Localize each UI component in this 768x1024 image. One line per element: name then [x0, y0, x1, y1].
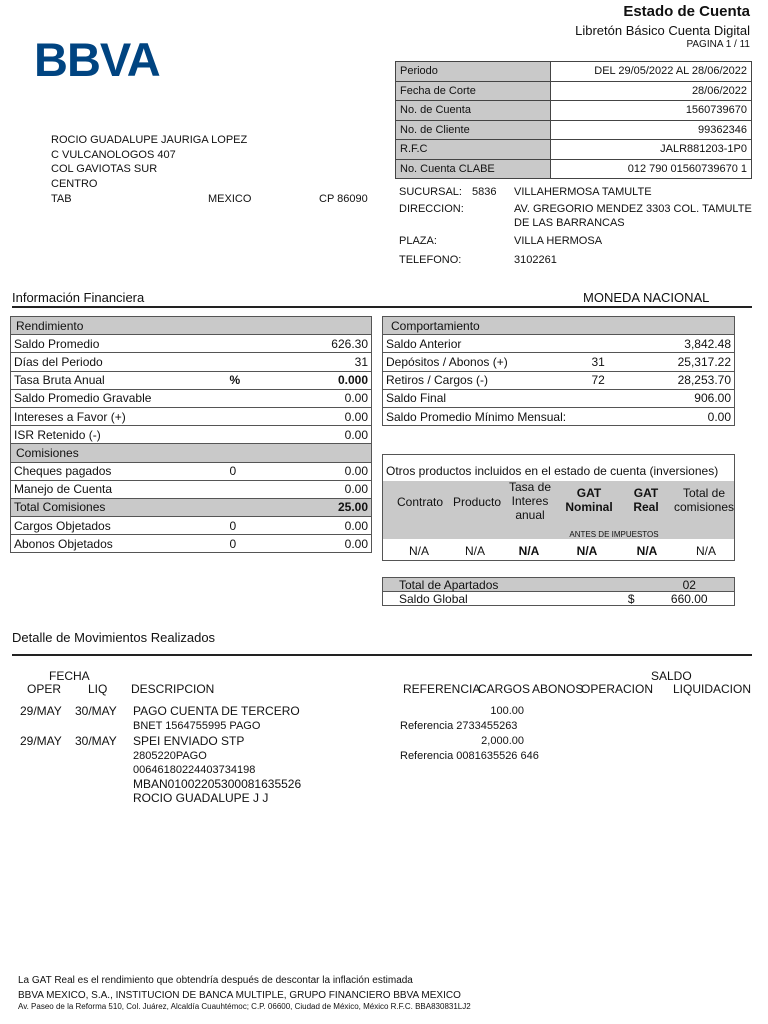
client-postal-code: CP 86090: [319, 193, 368, 205]
account-info-table: [395, 61, 752, 179]
value-gat-nominal: N/A: [576, 544, 598, 558]
row-mid: [216, 426, 296, 444]
col-header-interest-rate: Tasa de Interes anual: [508, 480, 552, 522]
table-row: [11, 517, 372, 535]
client-colony: COL GAVIOTAS SUR: [51, 163, 158, 175]
row-mid: [216, 480, 296, 498]
row-label: Total Comisiones: [11, 498, 216, 516]
gat-footnote: La GAT Real es el rendimiento que obtendría después de descontar la inflación estimada: [18, 975, 413, 986]
account-info-value: 1560739670: [551, 101, 752, 121]
movement-liq-date: 30/MAY: [75, 704, 117, 718]
client-street: C VULCANOLOGOS 407: [51, 149, 176, 161]
movement-description: SPEI ENVIADO STP: [133, 734, 245, 748]
movement-reference: Referencia 2733455263: [400, 720, 518, 732]
operation-header: OPERACION: [581, 682, 654, 696]
other-products-panel: [382, 454, 735, 561]
row-label: Retiros / Cargos (-): [383, 371, 578, 389]
account-info-label: Fecha de Corte: [396, 81, 551, 101]
movement-oper-date: 29/MAY: [20, 704, 62, 718]
row-mid: [216, 407, 296, 425]
movement-description: 00646180224403734198: [133, 764, 256, 776]
currency-symbol: $: [607, 592, 644, 606]
row-label: Cargos Objetados: [11, 517, 216, 535]
date-header: FECHA: [49, 669, 90, 683]
row-label: Saldo Promedio Mínimo Mensual:: [383, 407, 658, 425]
account-info-label: R.F.C: [396, 140, 551, 160]
section-header-row: [383, 317, 735, 335]
value-total-fees: N/A: [695, 544, 716, 558]
col-header-gat-nominal: GAT Nominal: [565, 486, 613, 514]
row-mid: [216, 498, 296, 516]
row-value: 0.00: [296, 535, 372, 553]
movement-charge: 2,000.00: [481, 735, 524, 747]
client-country: MEXICO: [208, 193, 252, 205]
row-label: Manejo de Cuenta: [11, 480, 216, 498]
row-label: Tasa Bruta Anual: [11, 371, 216, 389]
client-state: TAB: [51, 193, 72, 205]
branch-address-line1: AV. GREGORIO MENDEZ 3303 COL. TAMULTE: [514, 203, 752, 215]
section-header-row: [11, 317, 372, 335]
row-label: Intereses a Favor (+): [11, 407, 216, 425]
balance-header: SALDO: [651, 669, 692, 683]
row-mid: 0: [216, 535, 296, 553]
row-value: 0.00: [296, 389, 372, 407]
phone-label: TELEFONO:: [399, 254, 462, 266]
bank-address: Av. Paseo de la Reforma 510, Col. Juárez, Alcaldía Cuauhtémoc; C.P. 06600, Ciudad de México, México R.F.C. BBA830831LJ2: [18, 1002, 471, 1011]
movement-description: PAGO CUENTA DE TERCERO: [133, 704, 300, 718]
table-row: [383, 389, 735, 407]
row-mid: [578, 389, 658, 407]
row-mid: [578, 335, 658, 353]
col-header-contract: Contrato: [396, 495, 444, 509]
row-mid: [216, 353, 296, 371]
savings-total-value: 02: [645, 578, 735, 592]
row-mid: 72: [578, 371, 658, 389]
document-subtitle: Libretón Básico Cuenta Digital: [575, 23, 750, 38]
movement-reference: Referencia 0081635526 646: [400, 750, 539, 762]
account-info-row: [396, 81, 752, 101]
performance-header: Rendimiento: [11, 317, 372, 335]
col-header-gat-real: GAT Real: [633, 486, 659, 514]
table-row: [11, 535, 372, 553]
account-info-row: [396, 101, 752, 121]
row-label: Saldo Anterior: [383, 335, 578, 353]
movement-description: BNET 1564755995 PAGO: [133, 720, 261, 732]
row-value: 0.00: [658, 407, 735, 425]
table-row: [383, 407, 735, 425]
row-value: 0.00: [296, 517, 372, 535]
row-label: Abonos Objetados: [11, 535, 216, 553]
movement-description: MBAN01002205300081635526: [133, 777, 302, 791]
table-row: [383, 335, 735, 353]
row-mid: 0: [216, 462, 296, 480]
row-value: 0.00: [296, 462, 372, 480]
table-row: [11, 407, 372, 425]
section-divider: [12, 654, 752, 656]
table-row: [11, 389, 372, 407]
phone-value: 3102261: [514, 254, 557, 266]
svg-text:BBVA: BBVA: [34, 36, 160, 80]
description-header: DESCRIPCION: [131, 682, 215, 696]
row-value: 28,253.70: [658, 371, 735, 389]
liq-header: LIQ: [88, 682, 108, 696]
movement-description: ROCIO GUADALUPE J J: [133, 791, 269, 805]
account-info-label: Periodo: [396, 62, 551, 82]
bbva-logo: [34, 36, 174, 80]
row-value: 906.00: [658, 389, 735, 407]
before-taxes-note: ANTES DE IMPUESTOS: [569, 530, 659, 539]
row-value: 0.000: [296, 371, 372, 389]
row-mid: 31: [578, 353, 658, 371]
row-value: 0.00: [296, 426, 372, 444]
client-name: ROCIO GUADALUPE JAURIGA LOPEZ: [51, 134, 248, 146]
row-value: 626.30: [296, 335, 372, 353]
account-info-row: [396, 140, 752, 160]
branch-address-line2: DE LAS BARRANCAS: [514, 217, 625, 229]
row-value: 25.00: [296, 498, 372, 516]
behavior-table: [382, 316, 735, 426]
row-mid: %: [216, 371, 296, 389]
total-fees-row: [11, 498, 372, 516]
page-number: PAGINA 1 / 11: [686, 39, 750, 50]
movement-liq-date: 30/MAY: [75, 734, 117, 748]
row-mid: [216, 389, 296, 407]
currency-label: MONEDA NACIONAL: [583, 290, 710, 305]
account-info-value: 28/06/2022: [551, 81, 752, 101]
table-row: [11, 353, 372, 371]
row-label: Saldo Promedio Gravable: [11, 389, 216, 407]
table-row: [11, 462, 372, 480]
charges-header: CARGOS: [478, 682, 531, 696]
plaza-label: PLAZA:: [399, 235, 437, 247]
row-value: 25,317.22: [658, 353, 735, 371]
value-contract: N/A: [408, 544, 429, 558]
branch-label: SUCURSAL:: [399, 186, 462, 198]
row-value: 0.00: [296, 480, 372, 498]
savings-total-row: [383, 578, 735, 592]
savings-total-label: Total de Apartados: [383, 578, 608, 592]
row-label: Días del Periodo: [11, 353, 216, 371]
global-balance-label: Saldo Global: [383, 592, 608, 606]
account-info-value: 99362346: [551, 120, 752, 140]
value-product: N/A: [464, 544, 485, 558]
movement-oper-date: 29/MAY: [20, 734, 62, 748]
account-info-label: No. de Cuenta: [396, 101, 551, 121]
row-value: 0.00: [296, 407, 372, 425]
document-title: Estado de Cuenta: [623, 3, 750, 20]
account-info-row: [396, 159, 752, 179]
address-label: DIRECCION:: [399, 203, 464, 215]
table-row: [11, 480, 372, 498]
row-label: ISR Retenido (-): [11, 426, 216, 444]
value-interest-rate: N/A: [518, 544, 540, 558]
table-row: [11, 371, 372, 389]
account-info-row: [396, 62, 752, 82]
table-row: [11, 335, 372, 353]
col-header-product: Producto: [452, 495, 502, 509]
col-header-total-fees: Total de comisiones: [673, 486, 735, 514]
global-balance-value: 660.00: [645, 592, 735, 606]
account-info-label: No. de Cliente: [396, 120, 551, 140]
reference-header: REFERENCIA: [403, 682, 481, 696]
client-area: CENTRO: [51, 178, 98, 190]
performance-table: [10, 316, 372, 553]
account-info-value: DEL 29/05/2022 AL 28/06/2022: [551, 62, 752, 82]
table-row: [383, 353, 735, 371]
table-row: [383, 371, 735, 389]
row-mid: 0: [216, 517, 296, 535]
plaza-value: VILLA HERMOSA: [514, 235, 603, 247]
settlement-header: LIQUIDACION: [673, 682, 752, 696]
row-label: Saldo Promedio: [11, 335, 216, 353]
credits-header: ABONOS: [532, 682, 584, 696]
movement-description: 2805220PAGO: [133, 750, 207, 762]
movement-charge: 100.00: [490, 705, 524, 717]
account-info-value: 012 790 01560739670 1: [551, 159, 752, 179]
row-value: 31: [296, 353, 372, 371]
movements-title: Detalle de Movimientos Realizados: [12, 630, 216, 645]
account-info-value: JALR881203-1P0: [551, 140, 752, 160]
balances-table: [382, 577, 735, 606]
branch-number: 5836: [472, 186, 497, 198]
account-info-row: [396, 120, 752, 140]
other-products-title: Otros productos incluidos en el estado de cuenta (inversiones): [386, 464, 719, 478]
row-label: Saldo Final: [383, 389, 578, 407]
row-label: Cheques pagados: [11, 462, 216, 480]
global-balance-row: [383, 592, 735, 606]
table-row: [11, 426, 372, 444]
row-mid: [216, 335, 296, 353]
bank-legal-name: BBVA MEXICO, S.A., INSTITUCION DE BANCA MULTIPLE, GRUPO FINANCIERO BBVA MEXICO: [18, 990, 461, 1001]
row-value: 3,842.48: [658, 335, 735, 353]
behavior-header: Comportamiento: [383, 317, 735, 335]
fees-header: Comisiones: [11, 444, 372, 462]
value-gat-real: N/A: [636, 544, 658, 558]
branch-name: VILLAHERMOSA TAMULTE: [514, 186, 652, 198]
account-info-label: No. Cuenta CLABE: [396, 159, 551, 179]
section-divider: [12, 306, 752, 308]
oper-header: OPER: [27, 682, 62, 696]
financial-info-title: Información Financiera: [12, 290, 145, 305]
row-label: Depósitos / Abonos (+): [383, 353, 578, 371]
section-header-row: [11, 444, 372, 462]
